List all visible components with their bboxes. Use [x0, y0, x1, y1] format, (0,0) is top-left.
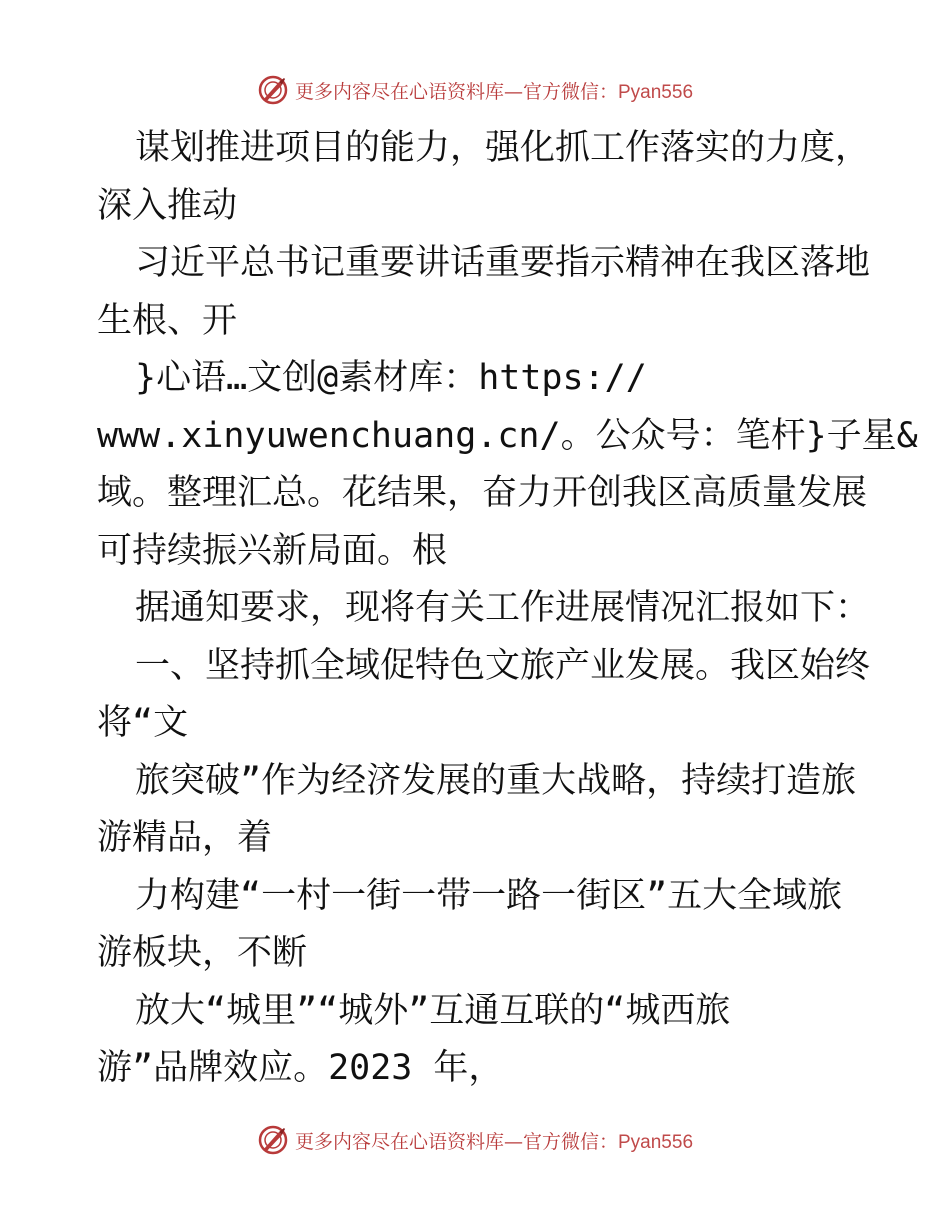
text-line: 旅突破”作为经济发展的重大战略，持续打造旅	[135, 760, 857, 801]
text-line: 据通知要求，现将有关工作进展情况汇报如下：	[135, 588, 871, 628]
text-line: 力构建“一村一街一带一路一街区”五大全域旅	[135, 875, 843, 916]
text-line: 习近平总书记重要讲话重要指示精神在我区落地	[135, 243, 871, 283]
header-banner	[0, 70, 950, 110]
footer-banner-message: 更多内容尽在心语资料库—官方微信：	[294, 1130, 618, 1153]
text-line: 放大“城里”“城外”互通互联的“城西旅	[135, 990, 731, 1031]
text-line: 游”品牌效应。2023 年，	[97, 1048, 504, 1088]
text-line: 谋划推进项目的能力，强化抓工作落实的力度，	[135, 128, 871, 168]
quill-logo-icon	[257, 74, 289, 106]
quill-logo-icon	[257, 1124, 289, 1156]
text-line: 一、坚持抓全域促特色文旅产业发展。我区始终	[135, 645, 871, 686]
footer-banner	[0, 1120, 950, 1160]
text-line: 生根、开	[97, 300, 238, 341]
footer-banner-text	[295, 1127, 693, 1154]
text-line: www.xinyuwenchuang.cn/。公众号：笔杆}子星&	[97, 415, 918, 456]
header-banner-message: 更多内容尽在心语资料库—官方微信：	[294, 80, 618, 103]
text-line: 游精品，着	[97, 818, 273, 858]
text-line: 游板块，不断	[97, 933, 308, 973]
text-line: 深入推动	[97, 185, 238, 226]
text-line: 域。整理汇总。花结果，奋力开创我区高质量发展	[97, 473, 868, 513]
text-line: 可持续振兴新局面。根	[97, 530, 448, 571]
text-line: 将“文	[97, 703, 189, 743]
header-banner-account: Pyan556	[618, 81, 694, 103]
text-line: }心语…文创@素材库：https://	[135, 358, 647, 398]
footer-banner-account: Pyan556	[618, 1131, 694, 1153]
body-text	[97, 120, 918, 1098]
header-banner-text	[295, 77, 693, 104]
